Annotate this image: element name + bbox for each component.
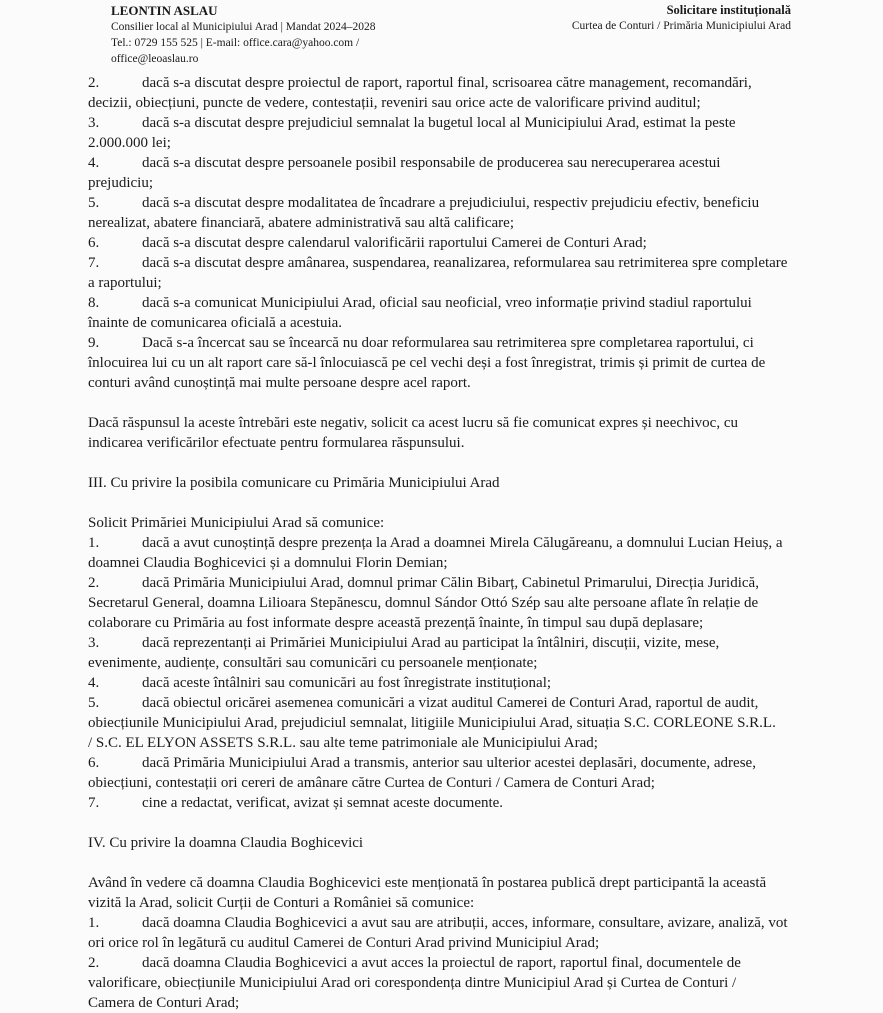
list-item-first-line bbox=[88, 533, 798, 553]
list-item-text: dacă doamna Claudia Boghicevici a avut acces la proiectul de raport, raportul final, documentele de bbox=[142, 955, 741, 971]
list-item-continuation: înlocuirea lui cu un alt raport care să-l înlocuiască pe cel vechi deși a fost înregistrat, trimis și primit de curtea de bbox=[88, 355, 766, 371]
list-item bbox=[88, 533, 798, 573]
list-item-first-line bbox=[88, 673, 798, 693]
list-item-text: dacă Primăria Municipiului Arad a transmis, anterior sau ulterior acestei deplasări, documente, adrese, bbox=[142, 755, 756, 771]
list-item bbox=[88, 913, 798, 953]
list-item-continuation: colaborare cu Primăria au fost informate despre această prezență înainte, în timpul sau după deplasare; bbox=[88, 615, 704, 631]
list-item-number: 2. bbox=[88, 575, 100, 591]
document-header bbox=[0, 0, 883, 75]
list-item-text: dacă s-a discutat despre persoanele posibil responsabile de producerea sau nerecuperarea acestui bbox=[142, 155, 721, 171]
paragraph-line: indicarea verificărilor efectuate pentru formularea răspunsului. bbox=[88, 435, 465, 451]
list-item bbox=[88, 153, 798, 193]
list-item-text: dacă s-a discutat despre amânarea, suspendarea, reanalizarea, reformularea sau retrimiterea spre completare bbox=[142, 255, 788, 271]
list-item-continuation: obiecțiunile Municipiului Arad, prejudiciul semnalat, litigiile Municipiului Arad, situația S.C. CORLEONE S.R.L. bbox=[88, 715, 776, 731]
list-item-continuation: nerealizat, abatere financiară, abatere administrativă sau altă calificare; bbox=[88, 215, 514, 231]
list-item-first-line bbox=[88, 113, 798, 133]
list-item bbox=[88, 753, 798, 793]
list-item-text: dacă s-a discutat despre prejudiciul semnalat la bugetul local al Municipiului Arad, estimat la peste bbox=[142, 115, 736, 131]
list-item-text: dacă reprezentanți ai Primăriei Municipiului Arad au participat la întâlniri, discuții, vizite, mese, bbox=[142, 635, 720, 651]
document-body bbox=[88, 73, 798, 1013]
list-item-first-line bbox=[88, 153, 798, 173]
list-item-number: 2. bbox=[88, 75, 100, 91]
document-title: Solicitare instituțională bbox=[666, 3, 791, 17]
list-item-continuation: înainte de comunicarea oficială a acestuia. bbox=[88, 315, 343, 331]
list-item-number: 3. bbox=[88, 635, 100, 651]
section-4-heading: IV. Cu privire la doamna Claudia Boghicevici bbox=[88, 835, 364, 851]
list-item-text: dacă Primăria Municipiului Arad, domnul primar Călin Bibarț, Cabinetul Primarului, Direcția Juridică, bbox=[142, 575, 759, 591]
list-item-first-line bbox=[88, 233, 798, 253]
list-item-continuation: evenimente, audiențe, consultări sau comunicări cu persoanele menționate; bbox=[88, 655, 538, 671]
section-4-intro bbox=[88, 873, 798, 913]
list-item bbox=[88, 953, 798, 1013]
list-item-text: dacă obiectul oricărei asemenea comunicări a vizat auditul Camerei de Conturi Arad, raportul de audit, bbox=[142, 695, 759, 711]
list-item-number: 9. bbox=[88, 335, 100, 351]
list-item-first-line bbox=[88, 193, 798, 213]
list-item bbox=[88, 693, 798, 753]
list-item-number: 1. bbox=[88, 535, 100, 551]
author-role: Consilier local al Municipiului Arad | Mandat 2024–2028 bbox=[111, 21, 376, 33]
paragraph-line: Dacă răspunsul la aceste întrebări este negativ, solicit ca acest lucru să fie comunicat expres și neechivoc, cu bbox=[88, 415, 738, 431]
list-item-continuation: Secretarul General, doamna Lilioara Stepănescu, domnul Sándor Ottó Szép sau alte persoane aflate în relație de bbox=[88, 595, 759, 611]
list-item-continuation: prejudiciu; bbox=[88, 175, 153, 191]
list-item-text: dacă s-a discutat despre calendarul valorificării raportului Camerei de Conturi Arad; bbox=[142, 235, 647, 251]
list-item bbox=[88, 793, 798, 813]
list-item-text: dacă s-a discutat despre proiectul de raport, raportul final, scrisoarea către management, recomandări, bbox=[142, 75, 752, 91]
list-item-number: 8. bbox=[88, 295, 100, 311]
list-item-first-line bbox=[88, 753, 798, 773]
list-item bbox=[88, 193, 798, 233]
list-item-continuation: Camera de Conturi Arad; bbox=[88, 995, 240, 1011]
list-item-continuation: a raportului; bbox=[88, 275, 162, 291]
paragraph-line: Având în vedere că doamna Claudia Boghicevici este menționată în postarea publică drept participantă la această bbox=[88, 875, 767, 891]
list-item-first-line bbox=[88, 293, 798, 313]
section-3-intro: Solicit Primăriei Municipiului Arad să comunice: bbox=[88, 515, 385, 531]
list-item-first-line bbox=[88, 253, 798, 273]
list-item bbox=[88, 333, 798, 393]
list-item bbox=[88, 253, 798, 293]
list-item bbox=[88, 293, 798, 333]
document-recipients: Curtea de Conturi / Primăria Municipiului Arad bbox=[571, 20, 791, 32]
list-item-text: cine a redactat, verificat, avizat și semnat aceste documente. bbox=[142, 795, 504, 811]
list-item-continuation: valorificare, obiecțiunile Municipiului Arad ori corespondența dintre Municipiul Arad și Curtea de Conturi / bbox=[88, 975, 737, 991]
section-2-list bbox=[88, 73, 798, 393]
list-item bbox=[88, 113, 798, 153]
list-item-continuation: decizii, obiecțiuni, puncte de vedere, contestații, reveniri sau orice acte de valorificare privind auditul; bbox=[88, 95, 701, 111]
list-item-number: 3. bbox=[88, 115, 100, 131]
list-item-first-line bbox=[88, 913, 798, 933]
list-item-first-line bbox=[88, 953, 798, 973]
list-item-continuation: doamnei Claudia Boghicevici și a domnului Florin Demian; bbox=[88, 555, 448, 571]
list-item-first-line bbox=[88, 793, 798, 813]
list-item-number: 5. bbox=[88, 195, 100, 211]
list-item-first-line bbox=[88, 73, 798, 93]
list-item bbox=[88, 673, 798, 693]
list-item-number: 4. bbox=[88, 675, 100, 691]
list-item-continuation: ori orice rol în legătură cu auditul Camerei de Conturi Arad privind Municipiul Arad; bbox=[88, 935, 600, 951]
list-item bbox=[88, 73, 798, 113]
list-item-continuation: obiecțiuni, contestații ori cereri de amânare către Curtea de Conturi / Camera de Conturi Arad; bbox=[88, 775, 655, 791]
list-item-first-line bbox=[88, 633, 798, 653]
list-item-continuation: / S.C. EL ELYON ASSETS S.R.L. sau alte teme patrimoniale ale Municipiului Arad; bbox=[88, 735, 598, 751]
list-item-number: 5. bbox=[88, 695, 100, 711]
author-email: office@leoaslau.ro bbox=[111, 53, 199, 65]
list-item-number: 6. bbox=[88, 755, 100, 771]
list-item-text: dacă a avut cunoștință despre prezența la Arad a doamnei Mirela Călugăreanu, a domnului Lucian Heiuș, a bbox=[142, 535, 783, 551]
list-item-number: 7. bbox=[88, 255, 100, 271]
negative-answer-paragraph bbox=[88, 413, 798, 453]
list-item-text: dacă s-a discutat despre modalitatea de încadrare a prejudiciului, respectiv prejudiciu efectiv, beneficiu bbox=[142, 195, 760, 211]
section-3-list bbox=[88, 533, 798, 813]
list-item-first-line bbox=[88, 333, 798, 353]
list-item-text: dacă s-a comunicat Municipiului Arad, oficial sau neoficial, vreo informație privind stadiul raportului bbox=[142, 295, 752, 311]
list-item-number: 6. bbox=[88, 235, 100, 251]
list-item-number: 4. bbox=[88, 155, 100, 171]
list-item bbox=[88, 633, 798, 673]
list-item bbox=[88, 573, 798, 633]
list-item-continuation: 2.000.000 lei; bbox=[88, 135, 171, 151]
list-item-text: dacă aceste întâlniri sau comunicări au fost înregistrate instituțional; bbox=[142, 675, 552, 691]
list-item-number: 1. bbox=[88, 915, 100, 931]
list-item-first-line bbox=[88, 693, 798, 713]
author-name: LEONTIN ASLAU bbox=[111, 3, 218, 18]
section-4-list bbox=[88, 913, 798, 1013]
list-item-text: dacă doamna Claudia Boghicevici a avut sau are atribuții, acces, informare, consultare, avizare, analiză, vot bbox=[142, 915, 788, 931]
list-item bbox=[88, 233, 798, 253]
list-item-text: Dacă s-a încercat sau se încearcă nu doar reformularea sau retrimiterea spre completarea raportului, ci bbox=[142, 335, 754, 351]
list-item-first-line bbox=[88, 573, 798, 593]
list-item-number: 2. bbox=[88, 955, 100, 971]
section-3-heading: III. Cu privire la posibila comunicare cu Primăria Municipiului Arad bbox=[88, 475, 500, 491]
list-item-continuation: conturi având cunoștință mai multe persoane despre acel raport. bbox=[88, 375, 471, 391]
author-contact: Tel.: 0729 155 525 | E-mail: office.cara@yahoo.com / bbox=[111, 37, 360, 49]
paragraph-line: vizită la Arad, solicit Curții de Conturi a României să comunice: bbox=[88, 895, 475, 911]
list-item-number: 7. bbox=[88, 795, 100, 811]
